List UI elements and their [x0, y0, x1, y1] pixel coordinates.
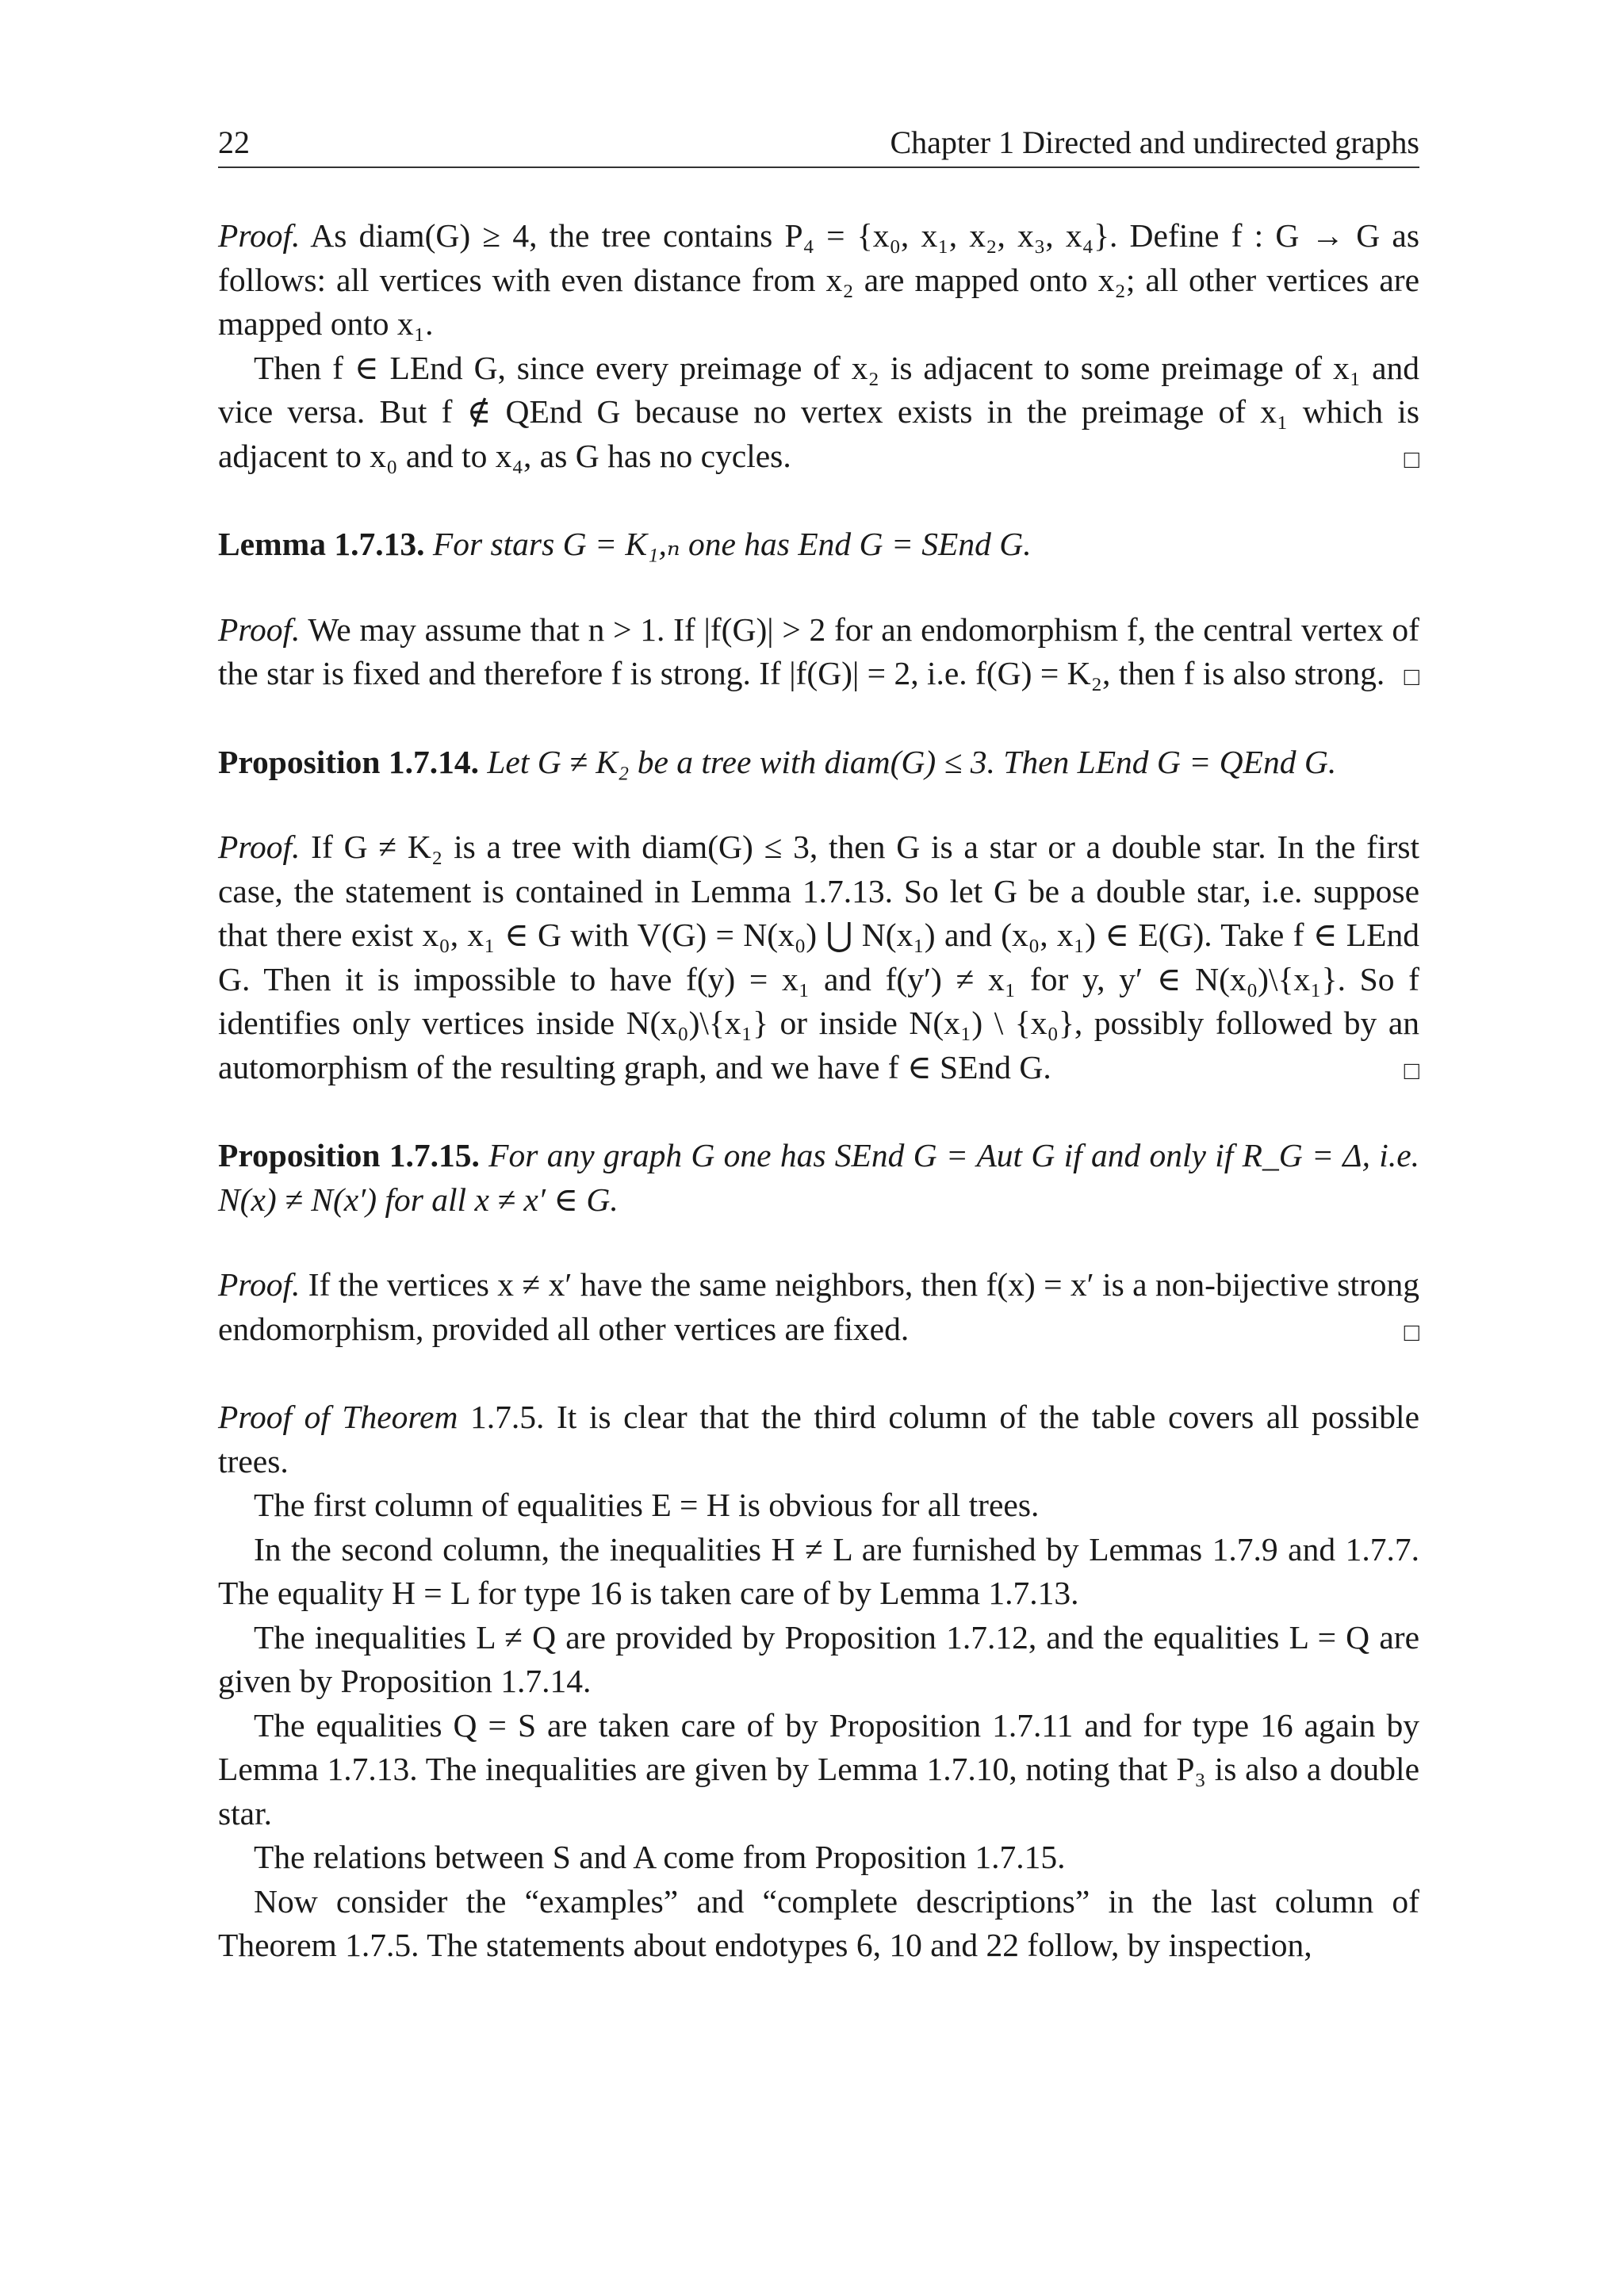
proof-d-text: If the vertices x ≠ x′ have the same neighbors, then f(x) = x′ is a non-bijective strong endomorphism, provided all other vertices are fixed. [218, 1266, 1420, 1347]
proof-d-paragraph [218, 1263, 1419, 1354]
proof-label: Proof. [218, 1266, 301, 1303]
proof-of-theorem-label: Proof of Theorem [218, 1399, 458, 1435]
proof-theorem-paragraph-3: In the second column, the inequalities H ≠ L are furnished by Lemmas 1.7.9 and 1.7.7. The equality H = L for type 16 is taken care of by Lemma 1.7.13. [218, 1530, 1419, 1611]
proof-theorem-paragraph-6: The relations between S and A come from Proposition 1.7.15. [254, 1839, 1066, 1875]
proposition-1-7-15 [218, 1134, 1419, 1222]
proof-c-text: If G ≠ K₂ is a tree with diam(G) ≤ 3, then G is a star or a double star. In the first case, the statement is contained in Lemma 1.7.13. So let G be a double star, i.e. suppose that there exist x₀, x₁ ∈ G with V(G) = N(x₀) ⋃ N(x₁) and (x₀, x₁) ∈ E(G). Take f ∈ LEnd G. Then it is impossible to have f(y) = x₁ and f(y′) ≠ x₁ for y, y′ ∈ N(x₀)\{x₁}. So f identifies only vertices inside N(x₀)\{x₁} or inside N(x₁) \ {x₀}, possibly followed by an automorphism of the resulting graph, and we have f ∈ SEnd G. [218, 829, 1420, 1085]
proposition-statement: For any graph G one has SEnd G = Aut G if and only if R_G = Δ, i.e. N(x) ≠ N(x′) for all x ≠ x′ ∈ G. [218, 1137, 1419, 1218]
lemma-1-7-13 [218, 523, 1419, 567]
proposition-label: Proposition 1.7.14. [218, 743, 479, 780]
qed-symbol: □ [1404, 1317, 1419, 1346]
proof-c-paragraph [218, 825, 1419, 1093]
proof-theorem-paragraph-1 [218, 1395, 1419, 1483]
proof-label: Proof. [218, 829, 301, 865]
proof-a-text-2: Then f ∈ LEnd G, since every preimage of x₂ is adjacent to some preimage of x₁ and vice versa. But f ∉ QEnd G because no vertex exists in the preimage of x₁ which is adjacent to x₀ and to x₄, as G has no cycles. [218, 349, 1419, 474]
proof-theorem-paragraph-7: Now consider the “examples” and “complete descriptions” in the last column of Theorem 1.7.5. The statements about endotypes 6, 10 and 22 follow, by inspection, [218, 1882, 1419, 1963]
proof-a-text-1: As diam(G) ≥ 4, the tree contains P₄ = {x₀, x₁, x₂, x₃, x₄}. Define f : G → G as follows: all vertices with even distance from x₂ are mapped onto x₂; all other vertices are mapped onto x₁. [218, 217, 1419, 342]
chapter-title: Chapter 1 Directed and undirected graphs [890, 124, 1419, 160]
lemma-statement: For stars G = K₁,ₙ one has End G = SEnd G. [432, 526, 1032, 562]
proof-theorem-paragraph-2: The first column of equalities E = H is obvious for all trees. [254, 1487, 1040, 1523]
proof-b-text: We may assume that n > 1. If |f(G)| > 2 for an endomorphism f, the central vertex of the star is fixed and therefore f is strong. If |f(G)| = 2, i.e. f(G) = K₂, then f is also strong. [218, 611, 1419, 691]
proof-label: Proof. [218, 611, 301, 648]
qed-symbol: □ [1404, 444, 1419, 473]
page-body [218, 214, 1419, 1968]
proof-theorem-paragraph-5: The equalities Q = S are taken care of by Proposition 1.7.11 and for type 16 again by Lemma 1.7.13. The inequalities are given by Lemma 1.7.10, noting that P₃ is also a double star. [218, 1706, 1419, 1832]
lemma-label: Lemma 1.7.13. [218, 526, 425, 562]
qed-symbol: □ [1404, 1055, 1419, 1085]
proposition-label: Proposition 1.7.15. [218, 1137, 480, 1173]
proof-b-paragraph [218, 608, 1419, 699]
proof-theorem-paragraph-4: The inequalities L ≠ Q are provided by Proposition 1.7.12, and the equalities L = Q are given by Proposition 1.7.14. [218, 1618, 1419, 1699]
proof-a-paragraph-2 [218, 346, 1419, 482]
page-number: 22 [218, 124, 250, 160]
proof-theorem-text-1: 1.7.5. It is clear that the third column of the table covers all possible trees. [218, 1399, 1419, 1480]
proof-label: Proof. [218, 217, 301, 254]
proof-a-paragraph-1 [218, 214, 1419, 346]
qed-symbol: □ [1404, 662, 1419, 691]
proposition-1-7-14 [218, 741, 1419, 785]
proposition-statement: Let G ≠ K₂ be a tree with diam(G) ≤ 3. Then LEnd G = QEnd G. [487, 743, 1337, 780]
running-header [218, 117, 1419, 168]
